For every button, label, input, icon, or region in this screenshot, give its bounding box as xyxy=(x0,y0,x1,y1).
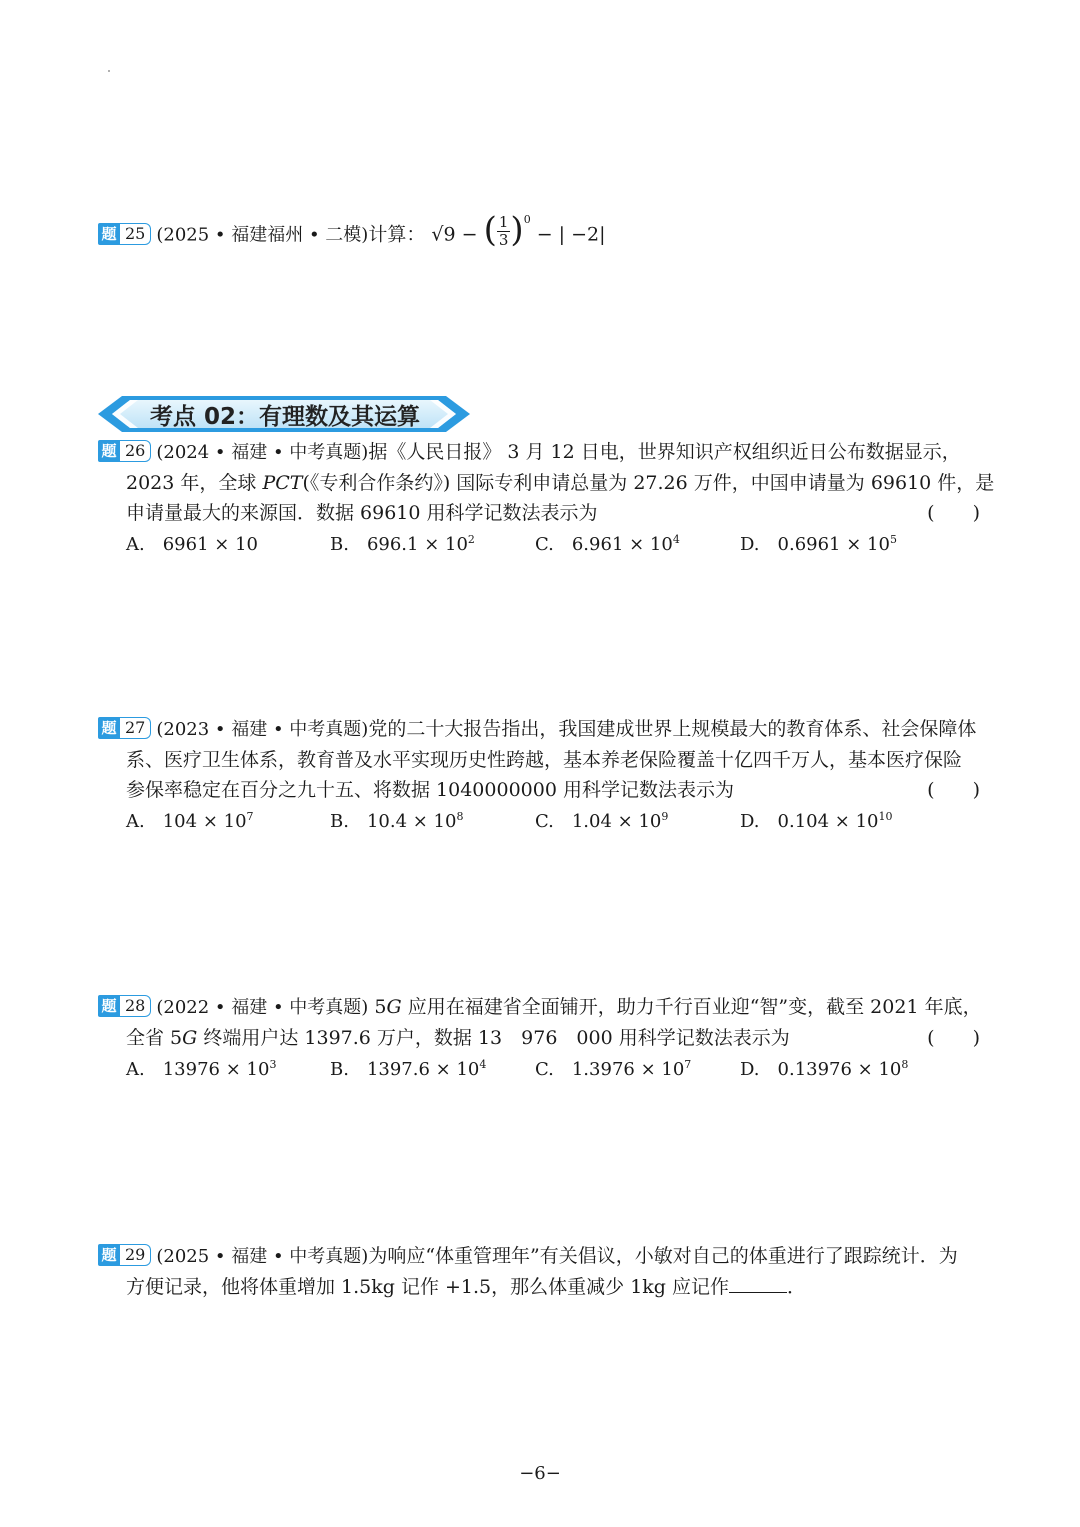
option-label: B. xyxy=(330,534,349,555)
option-value: 13976 × 10 xyxy=(162,1059,270,1080)
option-a xyxy=(126,807,254,837)
question-text-line: 据《人民日报》 3 月 12 日电，世界知识产权组织近日公布数据显示， xyxy=(368,441,961,463)
option-value: 1.3976 × 10 xyxy=(571,1059,685,1080)
question-27 xyxy=(98,714,988,839)
option-c xyxy=(535,1055,691,1085)
option-exponent: 8 xyxy=(456,810,464,823)
option-label: C. xyxy=(535,811,554,832)
question-number-tag xyxy=(98,223,151,245)
question-text: 5 xyxy=(368,996,387,1018)
question-number: 26 xyxy=(120,440,151,462)
option-a xyxy=(126,1055,276,1085)
question-number-tag xyxy=(98,1244,151,1266)
question-source: (2022 • 福建 • 中考真题) xyxy=(156,997,369,1018)
answer-parentheses: ( ) xyxy=(927,502,980,524)
question-text: 终端用户达 1397.6 万户，数据 13 976 000 用科学记数法表示为 xyxy=(197,1027,790,1049)
option-value: 6961 × 10 xyxy=(162,534,258,555)
page-number: −6− xyxy=(519,1463,561,1484)
options-row xyxy=(98,1055,988,1087)
question-25 xyxy=(98,209,988,253)
fraction-numerator: 1 xyxy=(498,213,509,231)
option-d xyxy=(740,807,892,837)
question-29 xyxy=(98,1241,988,1302)
option-exponent: 4 xyxy=(479,1058,487,1071)
option-value: 104 × 10 xyxy=(162,811,247,832)
option-b xyxy=(330,1055,486,1085)
section-title: 考点 02：有理数及其运算 xyxy=(150,404,421,430)
question-text: ． xyxy=(787,1276,807,1298)
option-value: 1397.6 × 10 xyxy=(366,1059,480,1080)
question-prompt: 计算： xyxy=(368,223,426,246)
options-row xyxy=(98,530,988,562)
option-label: C. xyxy=(535,534,554,555)
question-text: 参保率稳定在百分之九十五、将数据 1040000000 用科学记数法表示为 xyxy=(126,779,734,801)
option-label: A. xyxy=(126,811,145,832)
option-label: D. xyxy=(740,1059,760,1080)
scan-speck xyxy=(108,70,110,72)
question-text: 方便记录，他将体重增加 1.5kg 记作 +1.5，那么体重减少 1kg 应记作 xyxy=(126,1276,729,1298)
section-banner xyxy=(98,396,470,432)
question-text: 申请量最大的来源国．数据 69610 用科学记数法表示为 xyxy=(126,502,598,524)
answer-parentheses: ( ) xyxy=(927,779,980,801)
option-exponent: 2 xyxy=(467,533,475,546)
option-exponent: 5 xyxy=(889,533,897,546)
option-value: 6.961 × 10 xyxy=(571,534,673,555)
question-number: 27 xyxy=(120,717,151,739)
option-label: B. xyxy=(330,1059,349,1080)
question-26 xyxy=(98,437,995,562)
option-exponent: 10 xyxy=(878,810,893,823)
question-icon: 题 xyxy=(98,440,120,462)
option-d xyxy=(740,1055,908,1085)
answer-blank[interactable] xyxy=(729,1274,787,1293)
fraction-power: ( $\frac{1}{3}$ )$^0$ xyxy=(483,209,531,250)
option-label: A. xyxy=(126,1059,145,1080)
question-icon: 题 xyxy=(98,995,120,1017)
option-b xyxy=(330,807,463,837)
question-number-tag xyxy=(98,717,151,739)
question-icon: 题 xyxy=(98,717,120,739)
question-number: 28 xyxy=(120,995,151,1017)
option-value: 10.4 × 10 xyxy=(366,811,457,832)
fraction-denominator: 3 xyxy=(498,231,509,249)
option-exponent: 4 xyxy=(672,533,680,546)
question-icon: 题 xyxy=(98,1244,120,1266)
option-label: A. xyxy=(126,534,145,555)
minus-sign: − xyxy=(455,223,484,246)
option-label: B. xyxy=(330,811,349,832)
question-text: 系、医疗卫生体系，教育普及水平实现历史性跨越，基本养老保险覆盖十亿四千万人，基本医疗保险 xyxy=(126,749,963,771)
option-b xyxy=(330,530,475,560)
option-c xyxy=(535,530,680,560)
question-source: (2024 • 福建 • 中考真题) xyxy=(156,442,369,463)
question-text: 全省 5 xyxy=(126,1027,183,1049)
question-28 xyxy=(98,992,988,1087)
exponent: 0 xyxy=(523,212,531,226)
expression-tail: − | −2| xyxy=(530,223,606,246)
option-value: 0.104 × 10 xyxy=(777,811,879,832)
option-a xyxy=(126,530,258,560)
question-source: (2025 • 福建福州 • 二模) xyxy=(156,224,369,246)
option-label: C. xyxy=(535,1059,554,1080)
option-label: D. xyxy=(740,534,760,555)
option-value: 1.04 × 10 xyxy=(571,811,662,832)
question-text-line: 为响应“体重管理年”有关倡议，小敏对自己的体重进行了跟踪统计．为 xyxy=(368,1245,958,1267)
option-d xyxy=(740,530,897,560)
question-text: 2023 年，全球 xyxy=(126,472,263,494)
question-number-tag xyxy=(98,995,151,1017)
option-exponent: 7 xyxy=(684,1058,692,1071)
option-exponent: 8 xyxy=(901,1058,909,1071)
options-row xyxy=(98,807,988,839)
question-number: 29 xyxy=(120,1244,151,1266)
question-source: (2025 • 福建 • 中考真题) xyxy=(156,1246,369,1267)
question-text: 应用在福建省全面铺开，助力千行百业迎“智”变，截至 2021 年底， xyxy=(401,996,982,1018)
question-text-italic: PCT xyxy=(262,472,303,494)
answer-parentheses: ( ) xyxy=(927,1027,980,1049)
question-number: 25 xyxy=(120,223,151,245)
question-source: (2023 • 福建 • 中考真题) xyxy=(156,719,369,740)
question-text-italic: G xyxy=(182,1027,198,1049)
question-text: (《专利合作条约》) 国际专利申请总量为 27.26 万件，中国申请量为 69610 件，是 xyxy=(302,472,995,494)
sqrt-expression: √9 xyxy=(431,223,456,246)
question-text-line: 党的二十大报告指出，我国建成世界上规模最大的教育体系、社会保障体 xyxy=(368,718,977,740)
option-value: 0.6961 × 10 xyxy=(777,534,890,555)
option-exponent: 9 xyxy=(661,810,669,823)
option-value: 0.13976 × 10 xyxy=(777,1059,902,1080)
question-number-tag xyxy=(98,440,151,462)
option-value: 696.1 × 10 xyxy=(366,534,468,555)
question-icon: 题 xyxy=(98,223,120,245)
option-c xyxy=(535,807,668,837)
option-label: D. xyxy=(740,811,760,832)
option-exponent: 3 xyxy=(269,1058,277,1071)
question-text-italic: G xyxy=(386,996,402,1018)
option-exponent: 7 xyxy=(246,810,254,823)
fraction xyxy=(497,214,511,249)
